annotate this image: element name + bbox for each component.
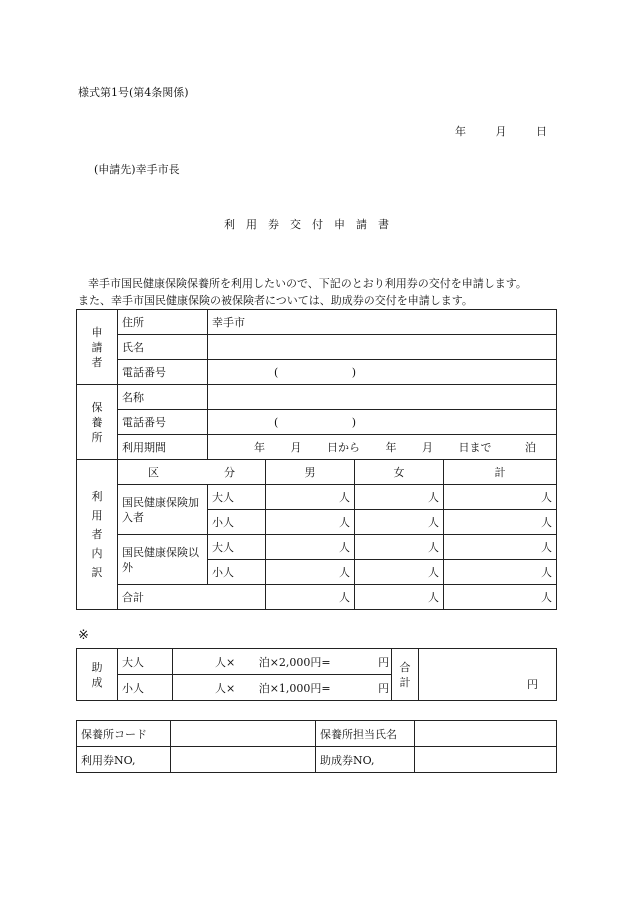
facility-staff-field[interactable] xyxy=(415,721,557,747)
subsidy-total-label: 合 計 xyxy=(392,649,419,701)
group-other-label: 国民健康保険以外 xyxy=(118,535,208,585)
sum-cell[interactable]: 人 xyxy=(444,585,557,610)
count-cell[interactable]: 人 xyxy=(355,485,444,510)
address-field[interactable] xyxy=(208,310,557,335)
count-cell[interactable]: 人 xyxy=(266,510,355,535)
subsidy-adult-calc[interactable]: 人× 泊×2,000円= 円 xyxy=(173,649,392,675)
count-cell[interactable]: 人 xyxy=(355,560,444,585)
intro-line-1: 幸手市国民健康保険保養所を利用したいので、下記のとおり利用券の交付を申請します。 xyxy=(88,277,527,290)
office-table xyxy=(76,720,557,773)
facility-staff-label: 保養所担当氏名 xyxy=(316,721,415,747)
count-cell[interactable]: 人 xyxy=(444,560,557,585)
period-label: 利用期間 xyxy=(118,435,208,460)
sum-label: 合計 xyxy=(118,585,266,610)
facility-section-label: 保 養 所 xyxy=(77,385,118,460)
subsidy-ticket-no-label: 助成券NO, xyxy=(316,747,415,773)
count-cell[interactable]: 人 xyxy=(266,485,355,510)
period-field[interactable]: 年 月 日から 年 月 日まで 泊 xyxy=(208,435,557,460)
intro-line-2: また、幸手市国民健康保険の被保険者については、助成券の交付を申請します。 xyxy=(78,294,473,307)
female-header: 女 xyxy=(355,460,444,485)
date-line xyxy=(455,123,547,139)
subsidy-table xyxy=(76,648,557,701)
form-number: 様式第1号(第4条関係) xyxy=(78,86,189,99)
name-label: 氏名 xyxy=(118,335,208,360)
sum-cell[interactable]: 人 xyxy=(355,585,444,610)
facility-code-label: 保養所コード xyxy=(77,721,171,747)
breakdown-section-label: 利 用 者 内 訳 xyxy=(77,460,118,610)
subsidy-total-field[interactable]: 円 xyxy=(419,649,557,701)
ticket-no-label: 利用券NO, xyxy=(77,747,171,773)
row-type: 大人 xyxy=(208,535,266,560)
group-insured-label: 国民健康保険加入者 xyxy=(118,485,208,535)
row-type: 小人 xyxy=(208,510,266,535)
count-cell[interactable]: 人 xyxy=(444,535,557,560)
male-header: 男 xyxy=(266,460,355,485)
total-header: 計 xyxy=(444,460,557,485)
count-cell[interactable]: 人 xyxy=(266,535,355,560)
facility-code-field[interactable] xyxy=(171,721,316,747)
subsidy-child-calc[interactable]: 人× 泊×1,000円= 円 xyxy=(173,675,392,701)
subsidy-child-label: 小人 xyxy=(118,675,173,701)
applicant-phone-label: 電話番号 xyxy=(118,360,208,385)
count-cell[interactable]: 人 xyxy=(355,510,444,535)
applicant-phone-field[interactable]: ( ) xyxy=(208,360,557,385)
name-field[interactable] xyxy=(208,335,557,360)
count-cell[interactable]: 人 xyxy=(444,510,557,535)
row-type: 大人 xyxy=(208,485,266,510)
applicant-section-label: 申 請 者 xyxy=(77,310,118,385)
document-title: 利用券交付申請書 xyxy=(224,218,400,231)
address-label: 住所 xyxy=(118,310,208,335)
date-year: 年 xyxy=(455,125,466,138)
count-cell[interactable]: 人 xyxy=(355,535,444,560)
facility-phone-field[interactable]: ( ) xyxy=(208,410,557,435)
count-cell[interactable]: 人 xyxy=(266,560,355,585)
count-cell[interactable]: 人 xyxy=(444,485,557,510)
note-mark: ※ xyxy=(78,628,89,643)
addressee: (申請先)幸手市長 xyxy=(94,163,180,176)
address-value: 幸手市 xyxy=(212,316,245,329)
ticket-no-field[interactable] xyxy=(171,747,316,773)
date-month: 月 xyxy=(495,125,507,138)
sum-cell[interactable]: 人 xyxy=(266,585,355,610)
facility-phone-label: 電話番号 xyxy=(118,410,208,435)
row-type: 小人 xyxy=(208,560,266,585)
facility-name-field[interactable] xyxy=(208,385,557,410)
subsidy-ticket-no-field[interactable] xyxy=(415,747,557,773)
category-header: 区 分 xyxy=(118,460,266,485)
facility-name-label: 名称 xyxy=(118,385,208,410)
subsidy-adult-label: 大人 xyxy=(118,649,173,675)
subsidy-section-label: 助 成 xyxy=(77,649,118,701)
application-table xyxy=(76,309,557,610)
date-day: 日 xyxy=(536,125,547,138)
